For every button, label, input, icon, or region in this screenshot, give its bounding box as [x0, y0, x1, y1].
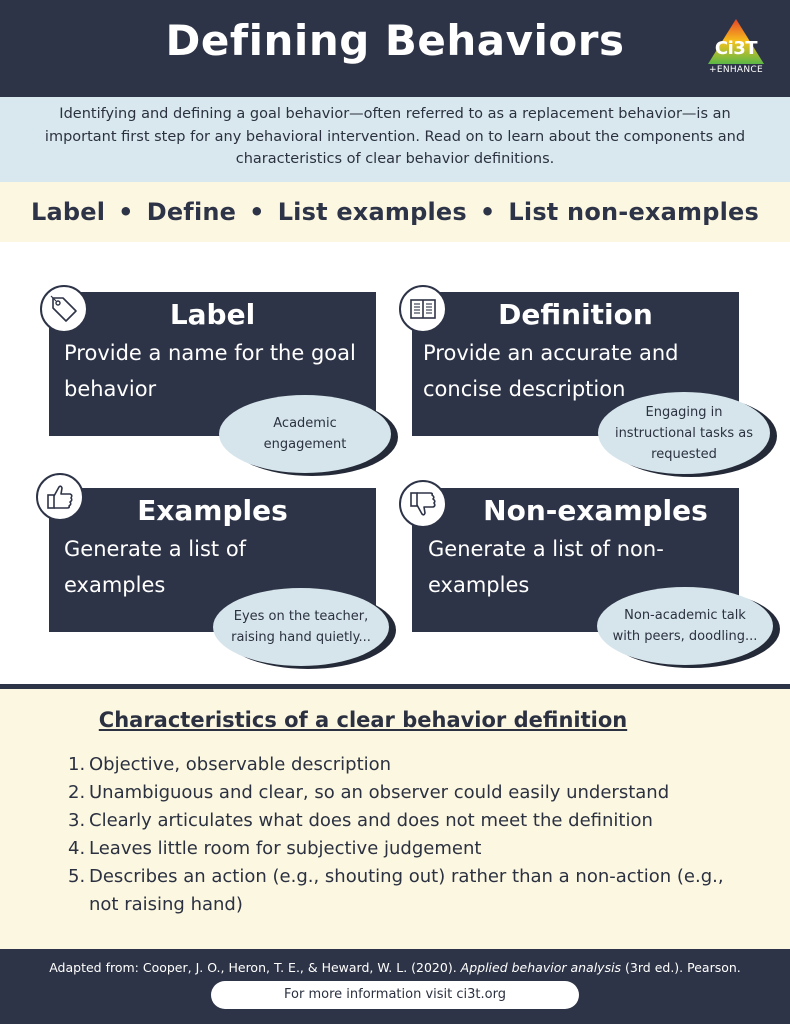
more-info-link[interactable]: For more information visit ci3t.org — [211, 981, 579, 1009]
page-title: Defining Behaviors — [165, 16, 625, 65]
card-title: Label — [169, 298, 256, 331]
list-item — [68, 751, 728, 779]
step-define: Define — [146, 198, 237, 226]
card-body: Provide a name for the goal behavior — [64, 341, 356, 401]
example-bubble: Engaging in instructional tasks as requested — [598, 392, 770, 474]
open-book-icon — [408, 294, 438, 324]
list-number: 2. — [68, 782, 86, 803]
citation-suffix: (3rd ed.). Pearson. — [621, 960, 741, 975]
header-banner — [0, 0, 790, 97]
example-bubble: Academic engagement — [219, 395, 391, 473]
icon-circle — [399, 285, 447, 333]
card-title: Non-examples — [483, 494, 708, 527]
price-tag-icon — [49, 294, 79, 324]
citation-title: Applied behavior analysis — [460, 960, 622, 975]
list-item — [68, 835, 728, 863]
step-separator: • — [479, 198, 496, 226]
footer — [0, 949, 790, 1024]
ci3t-logo[interactable] — [704, 18, 768, 80]
card-body: Generate a list of non-examples — [428, 537, 664, 597]
steps-bar — [0, 182, 790, 242]
list-number: 1. — [68, 754, 86, 775]
list-item — [68, 807, 728, 835]
step-label: Label — [30, 198, 106, 226]
list-text: Clearly articulates what does and does not meet the definition — [89, 810, 653, 831]
list-text: Objective, observable description — [89, 754, 392, 775]
list-number: 5. — [68, 866, 86, 887]
logo-text: Ci3T — [714, 38, 758, 59]
thumbs-up-icon — [45, 482, 75, 512]
intro-paragraph: Identifying and defining a goal behavior—often referred to as a replacement behavior—is an important first step for any behavioral intervention. Read on to learn about the components and characteristics of clear behavior definitions. — [0, 97, 790, 182]
citation — [0, 960, 790, 975]
list-text: Unambiguous and clear, so an observer could easily understand — [89, 782, 670, 803]
citation-prefix: Adapted from: Cooper, J. O., Heron, T. E., & Heward, W. L. (2020). — [49, 960, 461, 975]
list-text: Leaves little room for subjective judgement — [89, 838, 482, 859]
logo-subtext: +ENHANCE — [709, 65, 763, 75]
characteristics-title: Characteristics of a clear behavior definition — [98, 708, 628, 732]
list-number: 4. — [68, 838, 86, 859]
step-separator: • — [118, 198, 134, 226]
example-bubble: Non-academic talk with peers, doodling... — [597, 587, 773, 665]
thumbs-down-icon — [408, 489, 438, 519]
characteristics-list — [68, 751, 728, 919]
card-body: Generate a list of examples — [64, 537, 247, 597]
list-item — [68, 863, 728, 919]
step-list-examples: List examples — [277, 198, 467, 226]
list-text: Describes an action (e.g., shouting out) rather than a non-action (e.g., not raising hand) — [89, 866, 724, 915]
icon-circle — [399, 480, 447, 528]
card-title: Examples — [137, 494, 288, 527]
list-number: 3. — [68, 810, 86, 831]
list-item — [68, 779, 728, 807]
card-body: Provide an accurate and concise description — [423, 341, 679, 401]
step-list-non-examples: List non-examples — [508, 198, 759, 226]
step-separator: • — [249, 198, 265, 226]
card-title: Definition — [498, 298, 653, 331]
characteristics-section — [0, 689, 790, 949]
example-bubble: Eyes on the teacher, raising hand quietly... — [213, 588, 389, 666]
icon-circle — [36, 473, 84, 521]
icon-circle — [40, 285, 88, 333]
